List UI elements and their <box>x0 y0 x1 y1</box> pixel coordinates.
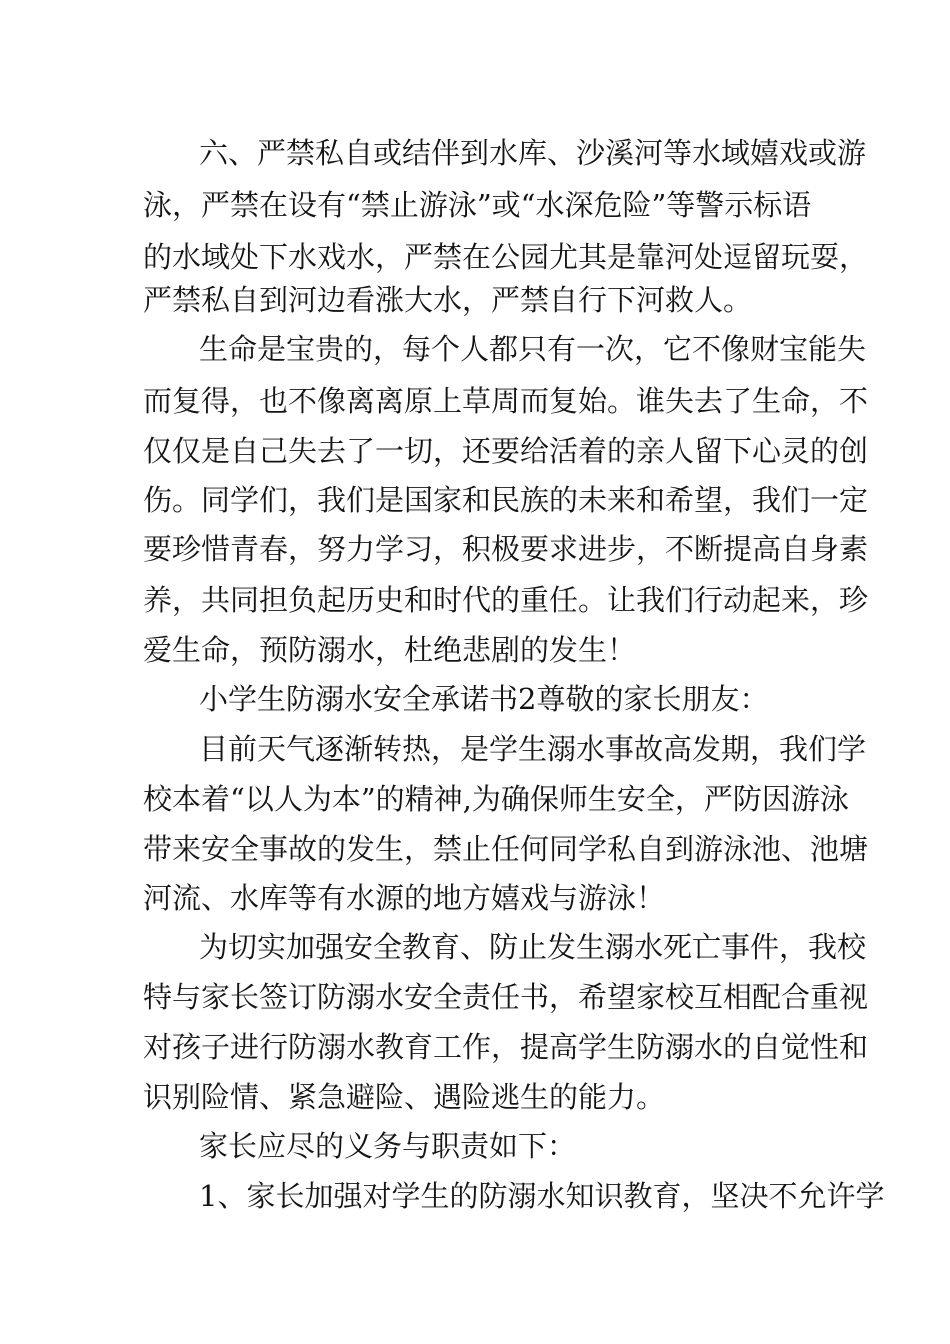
text-line: 爱生命，预防溺水，杜绝悲剧的发生！ <box>143 633 637 667</box>
text-line: 识别险情、紧急避险、遇险逃生的能力。 <box>143 1080 666 1114</box>
text-line: 要珍惜青春，努力学习，积极要求进步，不断提高自身素 <box>143 532 869 566</box>
text-line: 仅仅是自己失去了一切，还要给活着的亲人留下心灵的创 <box>143 434 869 468</box>
text-line: 特与家长签订防溺水安全责任书，希望家校互相配合重视 <box>143 980 869 1014</box>
text-line: 小学生防溺水安全承诺书2尊敬的家长朋友： <box>199 682 769 716</box>
text-line: 严禁私自到河边看涨大水，严禁自行下河救人。 <box>143 283 753 317</box>
text-line: 目前天气逐渐转热，是学生溺水事故高发期，我们学 <box>199 732 867 766</box>
text-line: 而复得，也不像离离原上草周而复始。谁失去了生命，不 <box>143 384 869 418</box>
text-line: 带来安全事故的发生，禁止任何同学私自到游泳池、池塘 <box>143 832 869 866</box>
text-line: 伤。同学们，我们是国家和民族的未来和希望，我们一定 <box>143 483 869 517</box>
text-line: 1、家长加强对学生的防溺水知识教育，坚决不允许学 <box>199 1179 885 1213</box>
text-line: 的水域处下水戏水，严禁在公园尤其是靠河处逗留玩耍， <box>143 240 869 274</box>
text-line: 生命是宝贵的，每个人都只有一次，它不像财宝能失 <box>199 332 867 366</box>
text-line: 六、严禁私自或结伴到水库、沙溪河等水域嬉戏或游 <box>199 136 867 170</box>
text-line: 对孩子进行防溺水教育工作，提高学生防溺水的自觉性和 <box>143 1030 869 1064</box>
text-line: 泳，严禁在设有“禁止游泳”或“水深危险”等警示标语 <box>143 188 812 222</box>
text-line: 养，共同担负起历史和时代的重任。让我们行动起来，珍 <box>143 583 869 617</box>
text-line: 校本着“以人为本”的精神,为确保师生安全，严防因游泳 <box>143 782 849 816</box>
text-line: 河流、水库等有水源的地方嬉戏与游泳！ <box>143 881 666 915</box>
text-line: 为切实加强安全教育、防止发生溺水死亡事件，我校 <box>199 930 867 964</box>
text-line: 家长应尽的义务与职责如下： <box>199 1129 577 1163</box>
